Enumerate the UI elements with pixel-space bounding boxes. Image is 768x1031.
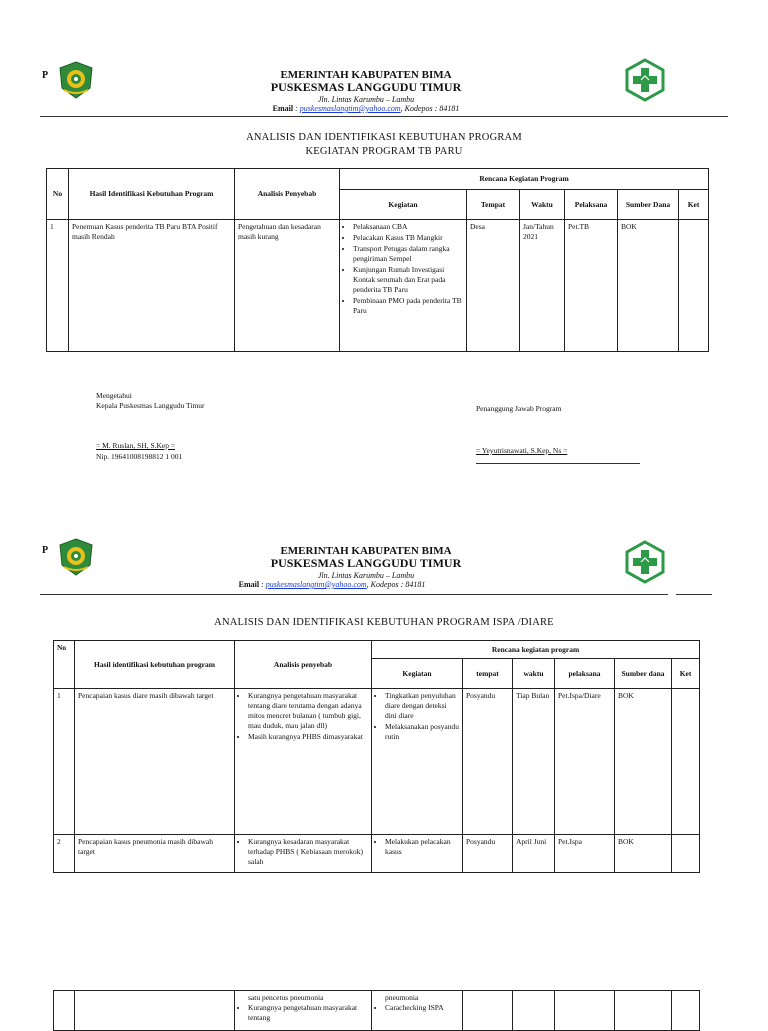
cell-pelaksana: Pet.TB	[565, 220, 618, 352]
cell-pelaksana: Pet.Ispa/Diare	[555, 689, 615, 835]
kegiatan-continued: pneumonia	[385, 993, 419, 1002]
cell-pelaksana	[555, 991, 615, 1031]
puskesmas-cross-logo-icon	[623, 540, 667, 584]
col-header-hasil: Hasil identifikasi kebutuhan program	[75, 641, 235, 689]
sign-right-rule	[476, 463, 640, 464]
col-header-rencana: Rencana Kegiatan Program	[340, 169, 709, 190]
cell-sumber	[615, 991, 672, 1031]
cell-sumber: BOK	[618, 220, 679, 352]
col-header-ket: Ket	[672, 659, 700, 689]
cell-ket	[679, 220, 709, 352]
ispa-diare-table	[53, 640, 700, 873]
header-address: Jln. Lintas Karumbu – Lambu	[317, 571, 415, 580]
header-email-line: Email : puskesmaslangtim@yahoo.com, Kodepos : 84181	[272, 104, 460, 113]
sign-right-name: = Yeyutrisnawati, S.Kep, Ns =	[476, 446, 568, 455]
col-header-pelaksana: Pelaksana	[565, 190, 618, 220]
list-item: • Transport Petugas dalam rangka pengiriman Sempel	[353, 244, 463, 264]
sign-left-nip: Nip. 19641008198812 1 001	[96, 452, 183, 461]
cell-tempat: Posyandu	[463, 835, 513, 873]
col-header-no: No	[47, 169, 69, 220]
list-item: • Melakukan pelacakan kasus	[385, 837, 459, 857]
header-rule-tail	[676, 594, 712, 595]
list-item: • Kurangnya pengetahuan masyarakat tentang diare terutama dengan adanya mitos mencret bulanan ( tumbuh gigi, mau duduk, mau jalan dll)	[248, 691, 368, 731]
col-header-tempat: Tempat	[467, 190, 520, 220]
list-item: • Kurangnya kesadaran masyarakat terhadap PHBS ( Kebiasaan merokok) salah	[248, 837, 368, 867]
cell-hasil: Pencapaian kasus pneumonia masih dibawah target	[75, 835, 235, 873]
cell-ket	[672, 991, 700, 1031]
list-item: • Masih kurangnya PHBS dimasyarakat	[248, 732, 368, 742]
header-line2: PUSKESMAS LANGGUDU TIMUR	[270, 80, 462, 94]
header-line1: EMERINTAH KABUPATEN BIMA	[280, 545, 452, 557]
sign-left-name: = M. Ruslan, SH, S.Kep =	[96, 441, 176, 450]
cell-analisis	[235, 835, 372, 873]
bima-regency-emblem-icon	[56, 60, 96, 100]
sign-left-l1: Mengetahui	[96, 391, 132, 400]
cell-no	[54, 991, 75, 1031]
email-link[interactable]: puskesmaslangtim@yahoo.com	[299, 104, 401, 113]
email-label: Email	[238, 580, 260, 589]
cell-no: 1	[54, 689, 75, 835]
header-email-line: Email : puskesmaslangtim@yahoo.com, Kodepos : 84181	[238, 580, 426, 589]
table-row	[54, 835, 700, 873]
sign-right-l1: Penanggung Jawab Program	[476, 404, 562, 413]
cell-kegiatan	[340, 220, 467, 352]
header-p-letter: P	[42, 545, 49, 556]
col-header-analisis: Analisis Penyebab	[235, 169, 340, 220]
col-header-tempat: tempat	[463, 659, 513, 689]
section1-title2: KEGIATAN PROGRAM TB PARU	[305, 146, 463, 157]
puskesmas-cross-logo-icon	[623, 58, 667, 102]
col-header-kegiatan: Kegiatan	[372, 659, 463, 689]
cell-ket	[672, 835, 700, 873]
list-item: • Kunjungan Rumah Investigasi Kontak serumah dan Erat pada penderita TB Paru	[353, 265, 463, 295]
table-row	[47, 220, 709, 352]
cell-analisis	[235, 689, 372, 835]
col-header-ket: Ket	[679, 190, 709, 220]
header-rule	[40, 116, 728, 117]
col-header-kegiatan: Kegiatan	[340, 190, 467, 220]
header-line1: EMERINTAH KABUPATEN BIMA	[280, 69, 452, 81]
cell-sumber: BOK	[615, 835, 672, 873]
cell-waktu: April Juni	[513, 835, 555, 873]
section1-title1: ANALISIS DAN IDENTIFIKASI KEBUTUHAN PROGRAM	[246, 132, 522, 143]
bima-regency-emblem-icon	[56, 537, 96, 577]
cell-kegiatan	[372, 689, 463, 835]
header-p-letter: P	[42, 70, 49, 81]
col-header-analisis: Analisis penyebab	[235, 641, 372, 689]
list-item: • Pelacakan Kasus TB Mangkir	[353, 233, 463, 243]
cell-waktu	[513, 991, 555, 1031]
cell-waktu: Jan/Tahun 2021	[520, 220, 565, 352]
cell-waktu: Tiap Bulan	[513, 689, 555, 835]
cell-ket	[672, 689, 700, 835]
col-header-hasil: Hasil Identifikasi Kebutuhan Program	[69, 169, 235, 220]
cell-analisis: Pengetahuan dan kesadaran masih kurang	[235, 220, 340, 352]
analisis-continued: satu pencetus pneumonia	[248, 993, 324, 1002]
header-line2: PUSKESMAS LANGGUDU TIMUR	[270, 556, 462, 570]
cell-analisis	[235, 991, 372, 1031]
sign-left-l2: Kepala Puskesmas Langgudu Timur	[96, 401, 205, 410]
col-header-no: No	[54, 641, 75, 689]
cell-kegiatan	[372, 991, 463, 1031]
table-row	[54, 689, 700, 835]
cell-tempat: Desa	[467, 220, 520, 352]
email-link[interactable]: puskesmaslangtim@yahoo.com	[265, 580, 367, 589]
email-label: Email	[272, 104, 294, 113]
cell-pelaksana: Pet.Ispa	[555, 835, 615, 873]
postcode: , Kodepos : 84181	[366, 580, 426, 589]
header-rule	[40, 594, 668, 595]
col-header-waktu: Waktu	[520, 190, 565, 220]
cell-no: 2	[54, 835, 75, 873]
col-header-sumber: Sumber Dana	[618, 190, 679, 220]
list-item: • Tingkatkan penyuluhan diare dengan deteksi dini diare	[385, 691, 459, 721]
cell-tempat	[463, 991, 513, 1031]
cell-hasil: Pencapaian kasus diare masih dibawah target	[75, 689, 235, 835]
header-address: Jln. Lintas Karumbu – Lambu	[317, 95, 415, 104]
cell-no: 1	[47, 220, 69, 352]
list-item: • Pembinaan PMO pada penderita TB Paru	[353, 296, 463, 316]
list-item: • Pelaksanaan CBA	[353, 222, 463, 232]
col-header-pelaksana: pelaksana	[555, 659, 615, 689]
list-item: • Melaksanakan posyandu rutin	[385, 722, 459, 742]
cell-hasil	[75, 991, 235, 1031]
cell-tempat: Posyandu	[463, 689, 513, 835]
cell-kegiatan	[372, 835, 463, 873]
table-row	[54, 991, 700, 1031]
list-item: • Kurangnya pengetahuan masyarakat tentang	[248, 1003, 368, 1023]
ispa-diare-table-continued	[53, 990, 700, 1031]
col-header-waktu: waktu	[513, 659, 555, 689]
section2-title: ANALISIS DAN IDENTIFIKASI KEBUTUHAN PROGRAM ISPA /DIARE	[214, 617, 554, 628]
list-item: • Carachecking ISPA	[385, 1003, 459, 1013]
postcode: , Kodepos : 84181	[400, 104, 460, 113]
cell-sumber: BOK	[615, 689, 672, 835]
col-header-rencana: Rencana kegiatan program	[372, 641, 700, 659]
tb-paru-table	[46, 168, 709, 352]
cell-hasil: Penemuan Kasus penderita TB Paru BTA Positif masih Rendah	[69, 220, 235, 352]
col-header-sumber: Sumber dana	[615, 659, 672, 689]
